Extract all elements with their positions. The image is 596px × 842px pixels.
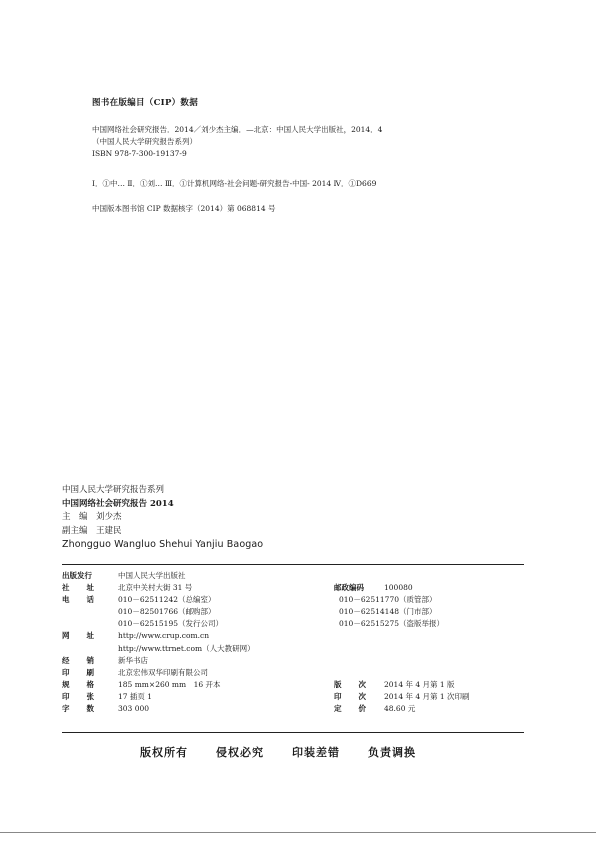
page-edge-line [0,832,596,833]
word-count-row [62,703,524,715]
publisher-value: 中国人民大学出版社 [118,571,186,580]
phone-value: 010－62515195（发行公司） [118,619,223,629]
address-row [62,582,524,594]
series-name: 中国人民大学研究报告系列 [62,485,165,495]
sheets-label: 印 张 [62,691,94,701]
cip-series-line: （中国人民大学研究报告系列） [92,137,197,146]
notice-printing-errors: 印装差错 [292,746,340,759]
phone-value: 010－62511770（质管部） [339,595,437,605]
sheets-row [62,691,524,703]
notice-infringement-prosecuted: 侵权必究 [216,746,264,759]
deputy-editor-label: 副主编 [62,525,88,536]
imprint-table [62,570,524,715]
edition-label: 版 次 [334,679,366,689]
cip-isbn: ISBN 978-7-300-19137-9 [92,149,187,158]
address-label: 社 址 [62,583,94,593]
distributor-value: 新华书店 [118,655,148,665]
format-label: 规 格 [62,679,94,689]
deputy-editor-line [62,525,263,539]
phone-row-3 [62,618,524,630]
phone-row-1 [62,594,524,606]
price-label: 定 价 [334,704,366,714]
publisher-row [62,570,524,582]
word-count-value: 303 000 [118,704,150,714]
price-value: 48.60 元 [384,704,416,714]
cip-heading: 图书在版编目（CIP）数据 [92,98,199,108]
website-row-1 [62,630,524,642]
printer-label: 印 刷 [62,667,94,677]
distributor-row [62,655,524,667]
format-row [62,679,524,691]
cip-verification-number: 中国版本图书馆 CIP 数据核字（2014）第 068814 号 [92,204,276,213]
distributor-label: 经 销 [62,655,94,665]
sheets-value: 17 插页 1 [118,691,153,701]
postcode-value: 100080 [384,583,413,593]
editor-name: 刘少杰 [96,512,122,522]
top-divider [62,564,524,565]
website-row-2 [62,643,524,655]
format-value: 185 mm×260 mm 16 开本 [118,679,221,689]
website-label: 网 址 [62,631,94,641]
title-block [62,484,263,552]
phone-label: 电 话 [62,595,94,605]
printer-row [62,667,524,679]
cip-subject-line: Ⅰ．①中… Ⅱ．①刘… Ⅲ．①计算机网络-社会问题-研究报告-中国- 2014 Ⅳ．①D669 [92,179,377,188]
phone-value: 010－82501766（邮购部） [118,607,216,617]
notice-will-be-replaced: 负责调换 [368,746,416,759]
copyright-notice [140,744,444,760]
publisher-label: 出版发行 [62,571,92,580]
print-run-value: 2014 年 4 月第 1 次印刷 [384,691,470,701]
phone-value: 010－62515275（盗版举报） [339,619,444,629]
deputy-editor-name: 王建民 [96,525,122,536]
word-count-label: 字 数 [62,704,94,714]
website-link[interactable]: http://www.crup.com.cn [118,631,210,641]
editor-line [62,511,263,525]
postcode-label: 邮政编码 [334,583,364,593]
book-title: 中国网络社会研究报告 2014 [62,498,174,509]
pinyin-title: Zhongguo Wangluo Shehui Yanjiu Baogao [62,539,264,550]
bottom-divider [62,732,524,733]
cip-record-line: 中国网络社会研究报告．2014／刘少杰主编．—北京：中国人民大学出版社，2014．4 [92,125,383,134]
website-link[interactable]: http://www.ttrnet.com（人大教研网） [118,643,255,653]
phone-value: 010－62511242（总编室） [118,595,216,605]
editor-label: 主 编 [62,512,88,522]
printer-value: 北京宏伟双华印刷有限公司 [118,667,208,677]
phone-row-2 [62,606,524,618]
edition-value: 2014 年 4 月第 1 版 [384,679,455,689]
address-value: 北京中关村大街 31 号 [118,583,193,593]
print-run-label: 印 次 [334,691,366,701]
notice-all-rights-reserved: 版权所有 [140,746,188,759]
phone-value: 010－62514148（门市部） [339,607,437,617]
